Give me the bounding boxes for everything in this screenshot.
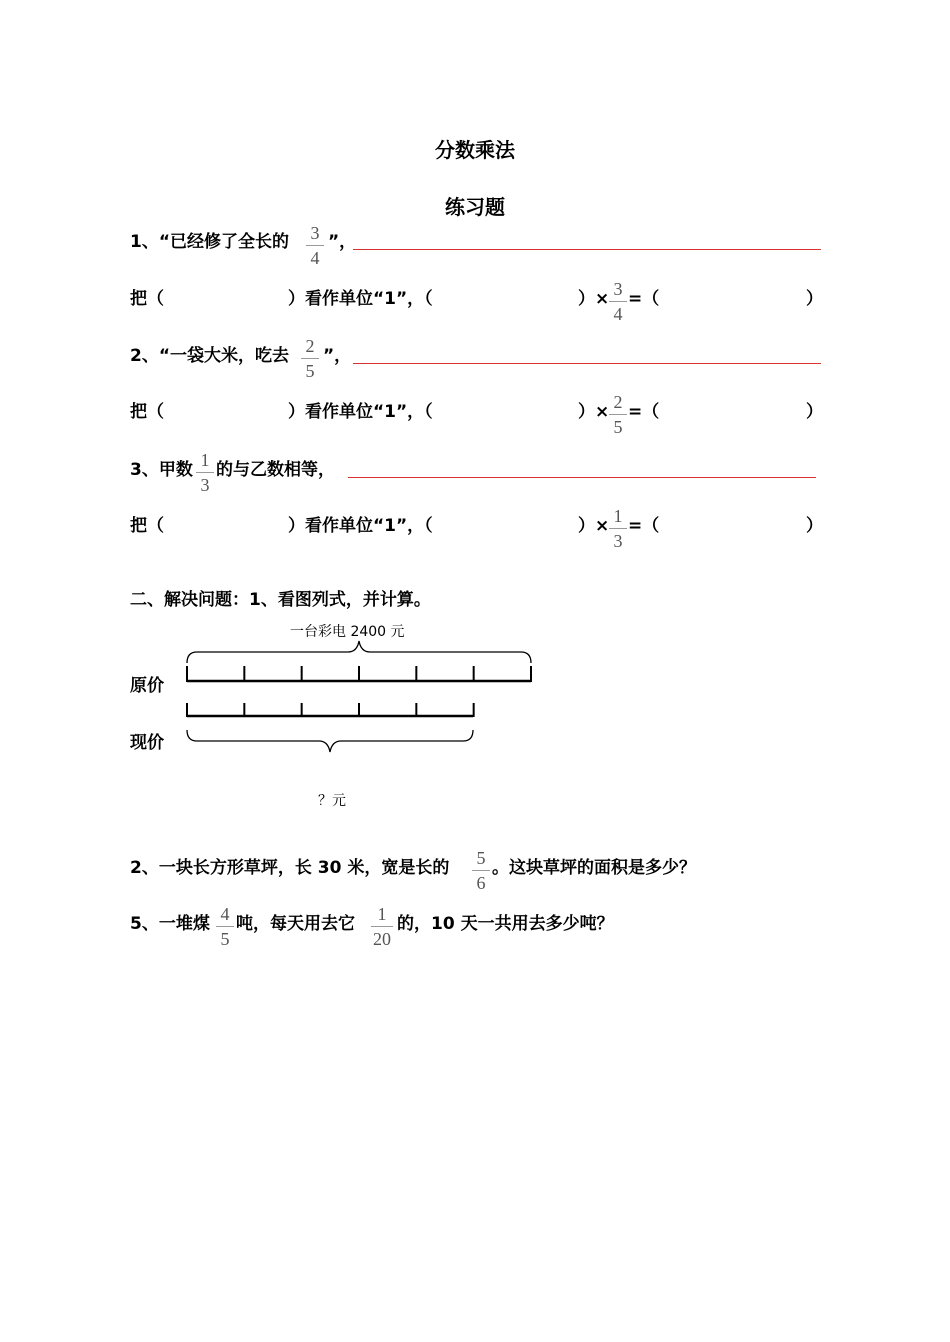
fraction-1-3: 1 3: [194, 451, 216, 494]
ba-open-3: 把（: [130, 516, 164, 536]
fraction-2-5-row: 2 5: [607, 393, 629, 436]
question-2-suffix: ”，: [323, 346, 352, 366]
diagram-top-label: 一台彩电 2400 元: [290, 624, 405, 640]
problem-5-middle: 吨，每天用去它: [236, 914, 355, 934]
times-1: ）×: [578, 289, 610, 309]
page-title: 分数乘法: [435, 138, 515, 162]
fraction-2-5: 2 5: [299, 337, 321, 380]
diagram-now-label: 现价: [130, 733, 164, 753]
problem-2-prefix: 2、一块长方形草坪，长 30 米，宽是长的: [130, 858, 450, 878]
problem-2-suffix: 。这块草坪的面积是多少？: [492, 858, 696, 878]
orig-price-ticks: [187, 666, 531, 682]
fraction-3-4-row: 3 4: [607, 280, 629, 323]
diagram-orig-label: 原价: [130, 676, 164, 696]
unit-text-2: ）看作单位“1”，（: [288, 402, 433, 422]
question-1-suffix: ”，: [328, 232, 357, 252]
problem-5-suffix: 的，10 天一共用去多少吨？: [397, 914, 614, 934]
question-3-prefix: 3、甲数: [130, 460, 193, 480]
fraction-3-4: 3 4: [304, 224, 326, 267]
section-2-heading: 二、解决问题：1、看图列式，并计算。: [130, 590, 431, 610]
bottom-brace: [187, 730, 473, 752]
eq-open-2: =（: [628, 402, 660, 422]
fraction-4-5: 4 5: [214, 905, 236, 948]
problem-5-prefix: 5、一堆煤: [130, 914, 210, 934]
fraction-5-6: 5 6: [470, 849, 492, 892]
ba-open-1: 把（: [130, 289, 164, 309]
page-subtitle: 练习题: [445, 195, 505, 219]
close-3: ）: [806, 516, 823, 536]
diagram-bottom-label: ？元: [318, 793, 346, 809]
fraction-1-20: 1 20: [373, 904, 391, 949]
eq-open-3: =（: [628, 516, 660, 536]
question-1-prefix: 1、“已经修了全长的: [130, 232, 290, 252]
question-2-prefix: 2、“一袋大米，吃去: [130, 346, 290, 366]
question-3-suffix: 的与乙数相等，: [216, 460, 335, 480]
unit-text-3: ）看作单位“1”，（: [288, 516, 433, 536]
top-brace: [187, 641, 531, 663]
eq-open-1: =（: [628, 289, 660, 309]
close-1: ）: [806, 289, 823, 309]
times-2: ）×: [578, 402, 610, 422]
unit-text-1: ）看作单位“1”，（: [288, 289, 433, 309]
close-2: ）: [806, 402, 823, 422]
fraction-1-3-row: 1 3: [607, 507, 629, 550]
times-3: ）×: [578, 516, 610, 536]
ba-open-2: 把（: [130, 402, 164, 422]
